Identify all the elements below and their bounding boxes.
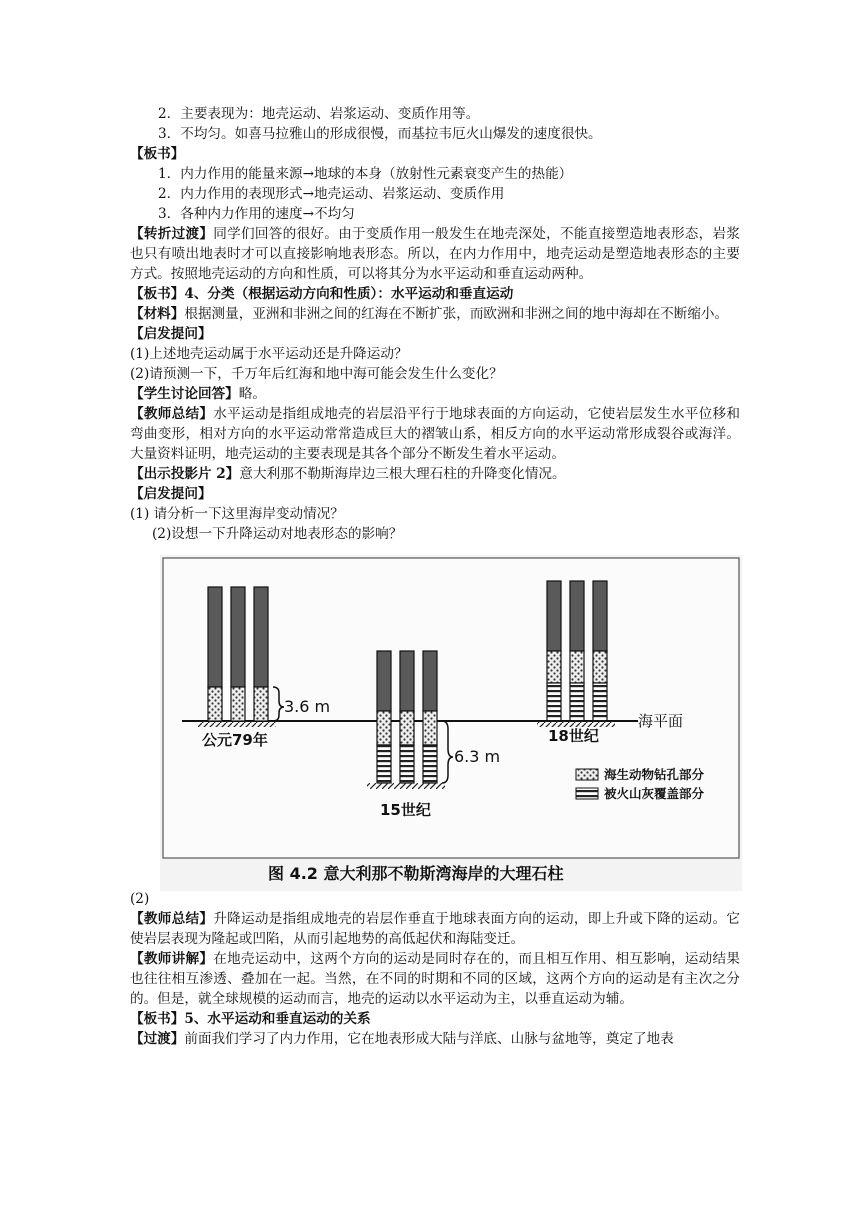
- column-shaft: [254, 587, 268, 687]
- column-bored-section: [593, 651, 607, 683]
- period-label: 15世纪: [380, 801, 431, 819]
- question-line: (1)上述地壳运动属于水平运动还是升降运动？: [130, 346, 408, 362]
- text-line: 3．不均匀。如喜马拉雅山的形成很慢，而基拉韦厄火山爆发的速度很快。: [158, 126, 602, 142]
- paragraph-text: 在地壳运动中，这两个方向的运动是同时存在的，而且相互作用、相互影响，运动结果也往往相互渗透、叠加在一起。当然，在不同的时期和不同的区域，这两个方向的运动是有主次之分的。但是，就全球规模的运动而言，地壳的运动以水平运动为主，以垂直运动为辅。: [130, 951, 741, 1007]
- legend-label: 海生动物钻孔部分: [604, 767, 705, 782]
- column-bored-section: [377, 711, 391, 745]
- column-covered-section: [377, 745, 391, 783]
- board-item: 2．内力作用的表现形式→地壳运动、岩浆运动、变质作用: [158, 186, 505, 202]
- paragraph-label: 【教师总结】: [130, 911, 214, 927]
- question-line: (2)请预测一下，千万年后红海和地中海可能会发生什么变化？: [130, 366, 503, 382]
- column-bored-section: [570, 651, 584, 683]
- column-shaft: [570, 581, 584, 651]
- column-bored-section: [400, 711, 414, 745]
- paragraph: [130, 384, 740, 404]
- ground-hatch: [367, 783, 445, 789]
- marble-columns-figure: [160, 555, 742, 891]
- board-item: 3．各种内力作用的速度→不均匀: [158, 206, 355, 222]
- section-heading: 【板书】: [130, 146, 185, 162]
- paragraph-label: 【转折过渡】: [130, 226, 214, 242]
- column-shaft: [547, 581, 561, 651]
- column-bored-section: [423, 711, 437, 745]
- column-covered-section: [547, 683, 561, 721]
- paragraph-text: 水平运动是指组成地壳的岩层沿平行于地球表面的方向运动，它使岩层发生水平位移和弯曲变形，相对方向的水平运动常常造成巨大的褶皱山系，相反方向的水平运动常形成裂谷或海洋。大量资料证明，地壳运动的主要表现是其各个部分不断发生着水平运动。: [130, 406, 741, 462]
- period-label: 公元79年: [202, 731, 268, 749]
- paragraph-label: 【材料】: [130, 306, 185, 322]
- paragraph-label: 【教师总结】: [130, 406, 214, 422]
- column-covered-section: [570, 683, 584, 721]
- column-covered-section: [593, 683, 607, 721]
- paragraph-text: 意大利那不勒斯海岸边三根大理石柱的升降变化情况。: [239, 466, 566, 482]
- column-shaft: [423, 651, 437, 711]
- section-heading: 【板书】4、分类（根据运动方向和性质）：水平运动和垂直运动: [130, 286, 514, 302]
- paragraph-text: 前面我们学习了内力作用，它在地表形成大陆与洋底、山脉与盆地等，奠定了地表: [184, 1031, 674, 1047]
- paragraph-label: 【学生讨论回答】: [130, 386, 239, 402]
- legend-label: 被火山灰覆盖部分: [604, 786, 705, 801]
- figure-diagram: [160, 555, 742, 891]
- question-line: (1) 请分析一下这里海岸变动情况？: [130, 506, 344, 522]
- section-heading: 【启发提问】: [130, 326, 212, 342]
- column-shaft: [231, 587, 245, 687]
- legend-swatch-covered: [576, 788, 598, 799]
- paragraph: [130, 909, 740, 949]
- paragraph: [130, 949, 740, 1009]
- period-label: 18世纪: [548, 727, 599, 745]
- figure-frame: [163, 558, 739, 858]
- paragraph: [130, 404, 740, 464]
- column-covered-section: [400, 745, 414, 783]
- dimension-label: 6.3 m: [454, 747, 501, 766]
- column-shaft: [208, 587, 222, 687]
- dimension-label: 3.6 m: [284, 697, 331, 716]
- paragraph-label: 【过渡】: [130, 1031, 185, 1047]
- text-line: (2): [130, 891, 150, 907]
- column-bored-section: [547, 651, 561, 683]
- column-bored-section: [231, 687, 245, 721]
- column-bored-section: [254, 687, 268, 721]
- ground-hatch: [198, 721, 276, 727]
- paragraph: [130, 304, 740, 324]
- paragraph: [130, 464, 740, 484]
- paragraph-text: 根据测量，亚洲和非洲之间的红海在不断扩张，而欧洲和非洲之间的地中海却在不断缩小。: [184, 306, 729, 322]
- column-bored-section: [208, 687, 222, 721]
- text-line: 2．主要表现为：地壳运动、岩浆运动、变质作用等。: [158, 106, 480, 122]
- paragraph-text: 升降运动是指组成地壳的岩层作垂直于地球表面方向的运动，即上升或下降的运动。它使岩层表现为隆起或凹陷，从而引起地势的高低起伏和海陆变迁。: [130, 911, 741, 947]
- sea-level-label: 海平面: [638, 712, 684, 730]
- paragraph-label: 【教师讲解】: [130, 951, 214, 967]
- document-page: [130, 104, 740, 1049]
- paragraph: [130, 224, 740, 284]
- paragraph-text: 同学们回答的很好。由于变质作用一般发生在地壳深处，不能直接塑造地表形态，岩浆也只有喷出地表时才可以直接影响地表形态。所以，在内力作用中，地壳运动是塑造地表形态的主要方式。按照地壳运动的方向和性质，可以将其分为水平运动和垂直运动两种。: [130, 226, 741, 282]
- column-shaft: [400, 651, 414, 711]
- board-item: 1．内力作用的能量来源→地球的本身（放射性元素衰变产生的热能）: [158, 166, 573, 182]
- column-covered-section: [423, 745, 437, 783]
- column-shaft: [377, 651, 391, 711]
- section-heading: 【板书】5、水平运动和垂直运动的关系: [130, 1011, 371, 1027]
- paragraph-label: 【出示投影片 2】: [130, 466, 240, 482]
- figure-caption: 图 4.2 意大利那不勒斯湾海岸的大理石柱: [268, 864, 564, 883]
- legend-swatch-bored: [576, 769, 598, 780]
- paragraph: [130, 1029, 740, 1049]
- paragraph-text: 略。: [238, 386, 266, 402]
- columns-18th-century: [537, 581, 615, 745]
- question-line: (2)设想一下升降运动对地表形态的影响？: [152, 526, 403, 542]
- section-heading: 【启发提问】: [130, 486, 212, 502]
- column-shaft: [593, 581, 607, 651]
